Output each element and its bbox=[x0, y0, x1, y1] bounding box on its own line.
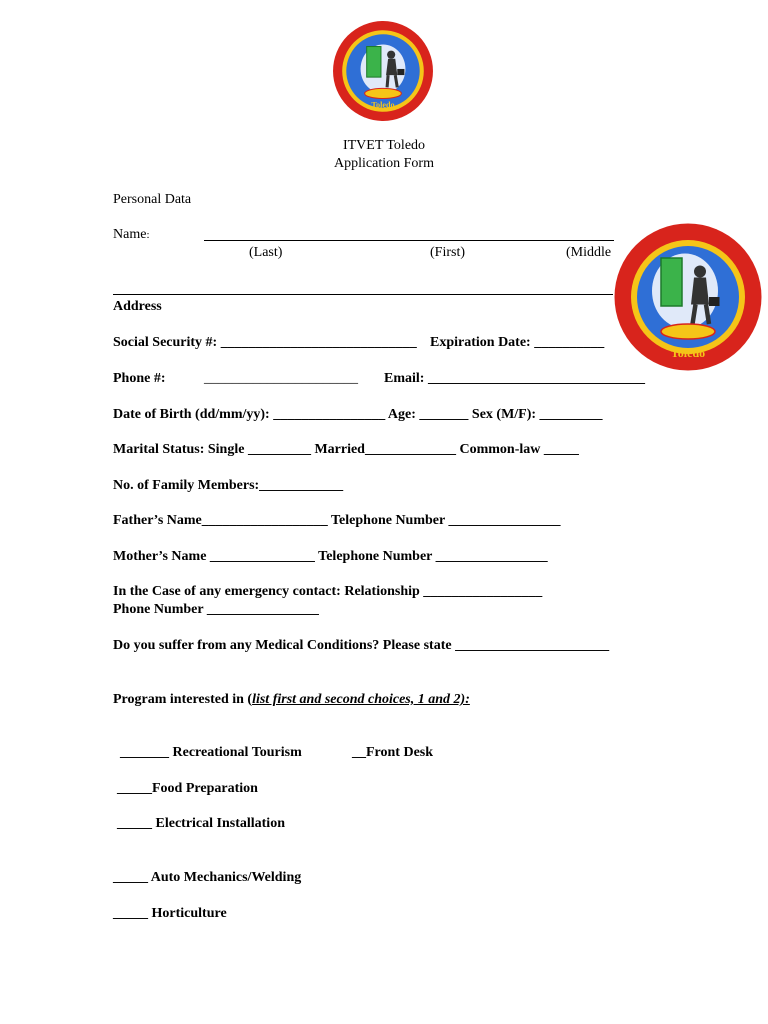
mother-row[interactable]: Mother’s Name _______________ Telephone Number ________________ bbox=[113, 549, 548, 564]
name-sub-first: (First) bbox=[430, 245, 465, 260]
phone-label: Phone #: bbox=[113, 371, 166, 386]
choice-auto-mechanics[interactable]: _____ Auto Mechanics/Welding bbox=[113, 870, 302, 885]
marital-status-row[interactable]: Marital Status: Single _________ Married_____________ Common-law _____ bbox=[113, 442, 579, 457]
form-subtitle: Application Form bbox=[334, 156, 434, 171]
institute-logo-top bbox=[332, 20, 434, 122]
name-sub-middle: (Middle bbox=[566, 245, 612, 260]
dob-age-sex-row[interactable]: Date of Birth (dd/mm/yy): ________________ Age: _______ Sex (M/F): _________ bbox=[113, 407, 603, 422]
institute-logo-side bbox=[613, 222, 763, 372]
ssn-field[interactable]: Social Security #: ____________________________ bbox=[113, 335, 417, 350]
expiration-date-field[interactable]: Expiration Date: __________ bbox=[430, 335, 605, 350]
address-label: Address bbox=[113, 299, 162, 314]
phone-field[interactable]: ______________________ bbox=[204, 371, 358, 386]
svg-text:Toledo: Toledo bbox=[670, 346, 706, 360]
logo-bottom-text: Toledo bbox=[371, 100, 395, 110]
emergency-phone-field[interactable]: Phone Number ________________ bbox=[113, 602, 319, 617]
email-field[interactable]: Email: _______________________________ bbox=[384, 371, 645, 386]
logo-seal-large-icon bbox=[613, 222, 763, 372]
name-label: Name: bbox=[113, 227, 150, 242]
form-title: ITVET Toledo bbox=[342, 138, 426, 153]
choice-front-desk[interactable]: __Front Desk bbox=[352, 745, 434, 760]
name-sub-last: (Last) bbox=[249, 245, 283, 260]
section-personal-data: Personal Data bbox=[113, 192, 192, 207]
logo-seal-icon bbox=[332, 20, 434, 122]
address-field-line[interactable] bbox=[113, 294, 613, 295]
program-instructions: list first and second choices, 1 and 2): bbox=[252, 692, 470, 707]
father-row[interactable]: Father’s Name__________________ Telephone Number ________________ bbox=[113, 513, 561, 528]
choice-food-preparation[interactable]: _____Food Preparation bbox=[117, 781, 258, 796]
choice-horticulture[interactable]: _____ Horticulture bbox=[113, 906, 227, 921]
program-interest-heading: Program interested in (list first and second choices, 1 and 2): bbox=[113, 692, 470, 707]
choice-electrical-installation[interactable]: _____ Electrical Installation bbox=[117, 816, 285, 831]
family-members-field[interactable]: No. of Family Members:____________ bbox=[113, 478, 344, 493]
choice-recreational-tourism[interactable]: _______ Recreational Tourism bbox=[120, 745, 302, 760]
medical-conditions-field[interactable]: Do you suffer from any Medical Conditions? Please state ______________________ bbox=[113, 638, 610, 653]
emergency-relationship-field[interactable]: In the Case of any emergency contact: Relationship _________________ bbox=[113, 584, 543, 599]
name-field-line[interactable] bbox=[204, 240, 614, 241]
